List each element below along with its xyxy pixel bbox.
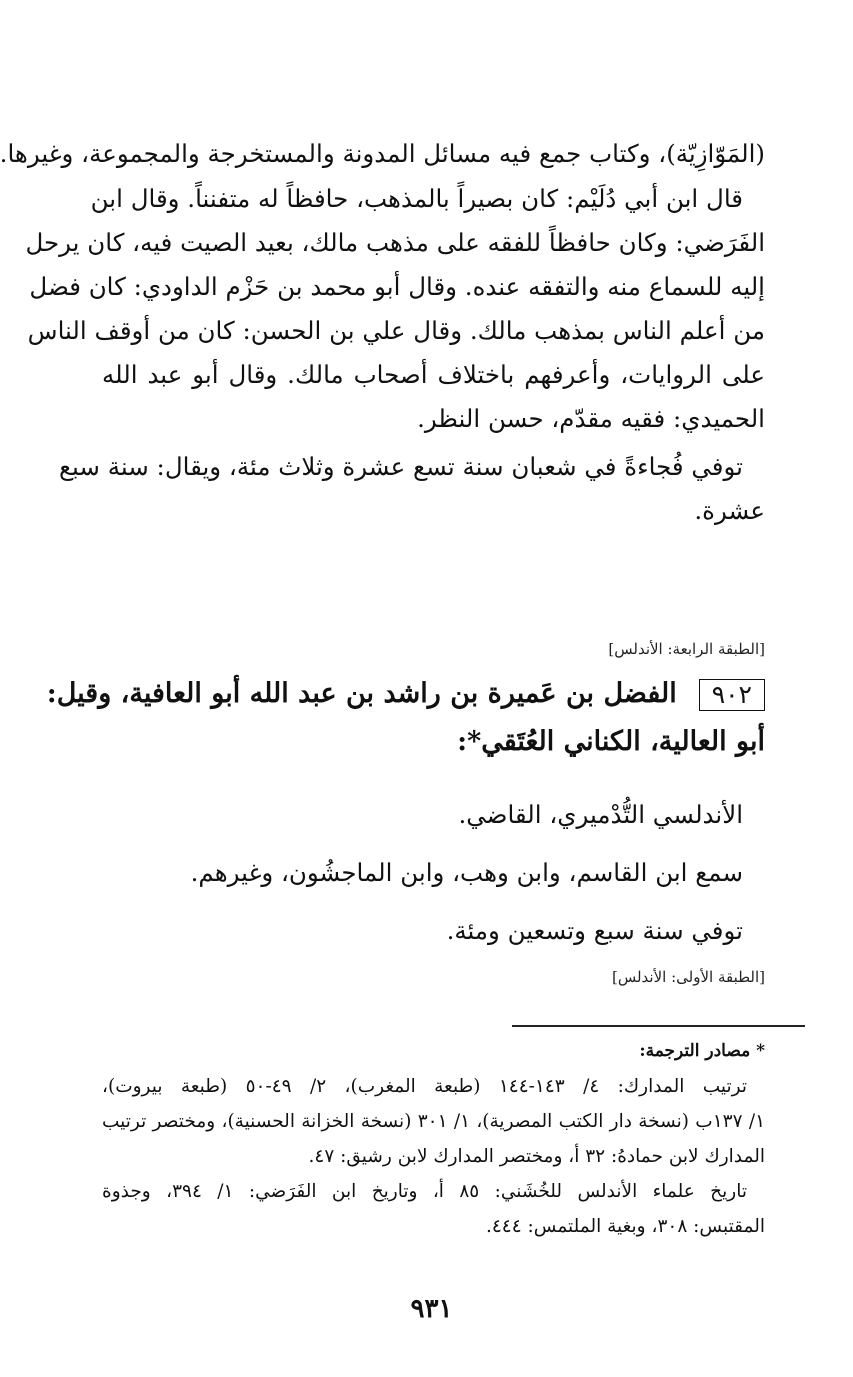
body-line: من أعلم الناس بمذهب مالك. وقال علي بن الحسن: كان من أوقف الناس [27, 316, 765, 345]
entry-901-continuation [0, 139, 765, 526]
body-line: سمع ابن القاسم، وابن وهب، وابن الماجشُون، وغيرهم. [190, 858, 743, 887]
entry-heading-line: أبو العالية، الكناني العُتَقي*: [457, 726, 765, 757]
body-line: الفَرَضي: وكان حافظاً للفقه على مذهب مالك، بعيد الصيت فيه، كان يرحل [25, 228, 765, 257]
entry-number: ٩٠٢ [699, 679, 765, 711]
body-line: الحميدي: فقيه مقدّم، حسن النظر. [417, 404, 765, 433]
tabaqa-tag: [الطبقة الرابعة: الأندلس] [608, 640, 765, 658]
body-line: (المَوّازِيّة)، وكتاب جمع فيه مسائل المدونة والمستخرجة والمجموعة، وغيرها. [0, 139, 765, 168]
body-line: عشرة. [694, 496, 765, 525]
entry-heading-name: الفضل بن عَميرة بن راشد بن عبد الله أبو العافية، وقيل: [46, 678, 677, 709]
footnotes [102, 1040, 765, 1239]
footnote-line: ترتيب المدارك: ٤/ ١٤٣-١٤٤ (طبعة المغرب)، ٢/ ٤٩-٥٠ (طبعة بيروت)، [102, 1076, 748, 1097]
body-line: توفي سنة سبع وتسعين ومئة. [446, 916, 743, 945]
footnote-separator [512, 1025, 805, 1027]
page-number: ٩٣١ [410, 1294, 453, 1324]
footnote-line: المقتبس: ٣٠٨، وبغية الملتمس: ٤٤٤. [485, 1216, 765, 1237]
entry-902-heading [46, 676, 765, 760]
body-line: إليه للسماع منه والتفقه عنده. وقال أبو محمد بن حَزْم الداودي: كان فضل [29, 272, 765, 301]
footnote-line: تاريخ علماء الأندلس للخُشَني: ٨٥ أ، وتاريخ ابن الفَرَضي: ١/ ٣٩٤، وجذوة [102, 1181, 747, 1202]
entry-heading-line [46, 676, 765, 712]
footnote-title: * مصادر الترجمة: [639, 1041, 765, 1061]
entry-902-body [102, 800, 765, 946]
body-line: قال ابن أبي دُلَيْم: كان بصيراً بالمذهب، حافظاً له متفنناً. وقال ابن [90, 184, 743, 213]
footnote-line: ١/ ١٣٧ب (نسخة دار الكتب المصرية)، ١/ ٣٠١ (نسخة الخزانة الحسنية)، ومختصر ترتيب [102, 1111, 765, 1132]
tabaqa-tag: [الطبقة الأولى: الأندلس] [612, 968, 765, 986]
body-line: توفي فُجاءةً في شعبان سنة تسع عشرة وثلاث مئة، ويقال: سنة سبع [58, 452, 743, 481]
footnote-line: المدارك لابن حمادهُ: ٣٢ أ، ومختصر المدارك لابن رشيق: ٤٧. [308, 1146, 765, 1167]
body-line: الأندلسي التُّدْميري، القاضي. [458, 800, 743, 829]
body-line: على الروايات، وأعرفهم باختلاف أصحاب مالك. وقال أبو عبد الله [102, 360, 765, 389]
